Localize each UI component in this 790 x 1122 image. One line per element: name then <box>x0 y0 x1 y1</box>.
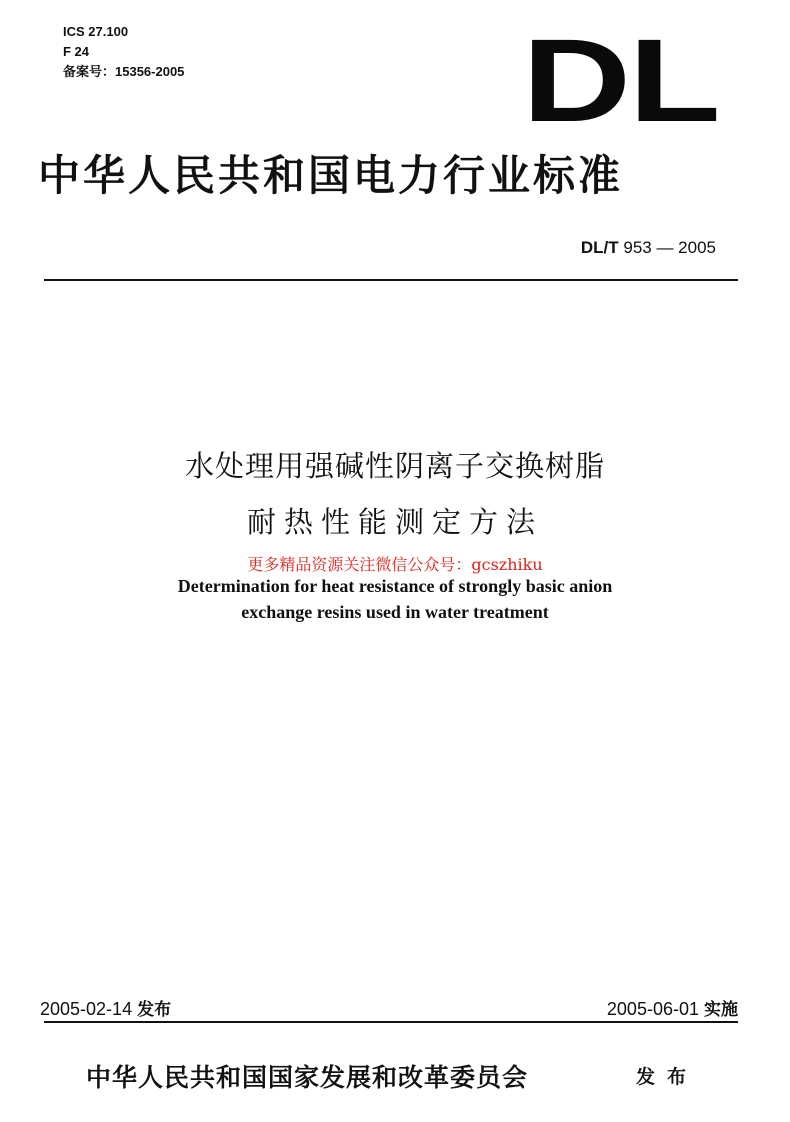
top-divider <box>44 279 738 281</box>
ics-code: ICS 27.100 <box>63 24 129 39</box>
document-title-cn-line2: 耐热性能测定方法 <box>246 505 543 539</box>
standard-number-value: 953 — 2005 <box>623 238 716 257</box>
issue-date-label: 发布 <box>137 1000 172 1020</box>
dl-logo: DL <box>522 15 719 147</box>
bottom-divider <box>44 1021 738 1023</box>
standard-number-prefix: DL/T <box>580 238 619 257</box>
publish-label: 发布 <box>636 1066 699 1088</box>
document-title-en-line2: exchange resins used in water treatment <box>241 602 549 622</box>
record-number: 备案号：15356-2005 <box>63 64 185 79</box>
issue-date-value: 2005-02-14 <box>40 999 133 1019</box>
document-title-cn-line1: 水处理用强碱性阴离子交换树脂 <box>184 449 605 483</box>
standard-number <box>581 238 716 258</box>
issue-date <box>40 995 171 1020</box>
issuing-authority: 中华人民共和国国家发展和改革委员会 <box>86 1063 529 1092</box>
implementation-date-value: 2005-06-01 <box>606 999 699 1019</box>
category-code: F 24 <box>63 44 90 59</box>
promo-watermark-text: 更多精品资源关注微信公众号：gcszhiku <box>247 555 543 574</box>
implementation-date <box>607 995 738 1020</box>
document-title-en-line1: Determination for heat resistance of strongly basic anion <box>177 576 613 596</box>
standard-title: 中华人民共和国电力行业标准 <box>38 151 624 200</box>
implementation-date-label: 实施 <box>704 1000 738 1020</box>
